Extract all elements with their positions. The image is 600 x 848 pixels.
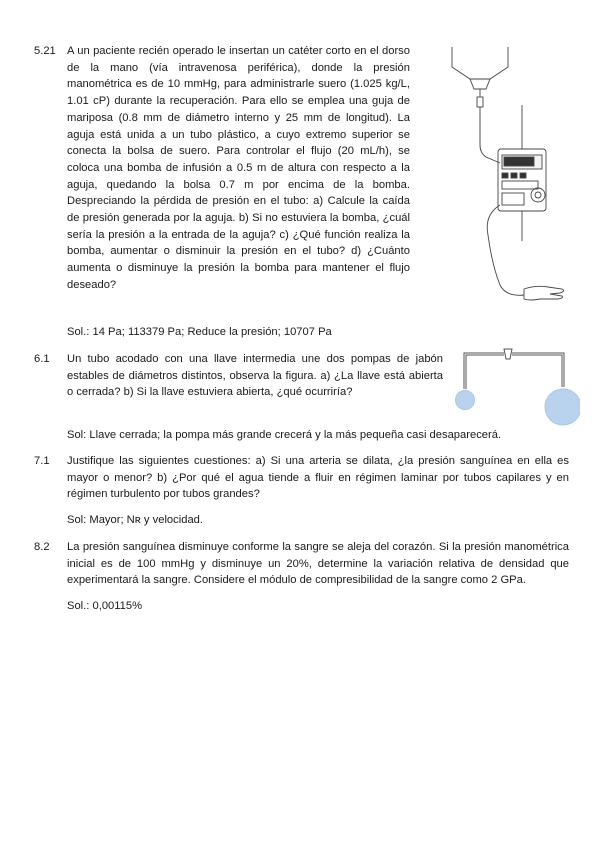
problem-number: 8.2 xyxy=(34,541,50,553)
iv-infusion-pump-figure xyxy=(440,45,570,305)
problem-number: 5.21 xyxy=(34,45,56,57)
problem-solution: Sol: Mayor; Nʀ y velocidad. xyxy=(67,514,204,526)
problem-text: Justifique las siguientes cuestiones: a) Si una arteria se dilata, ¿la presión sanguínea en ella es mayor o menor? b) ¿Por qué el agua tiende a fluir en régimen laminar por tubos capilares y en régimen turbulento por tubos grandes? xyxy=(67,455,569,501)
problem-text: Un tubo acodado con una llave intermedia une dos pompas de jabón estables de diámetros distintos, observa la figura. a) ¿La llave está abierta o cerrada? b) Si la llave estuviera abierta, ¿qué ocurriría? xyxy=(67,353,443,399)
problem-number: 7.1 xyxy=(34,455,50,467)
problem-solution: Sol.: 0,00115% xyxy=(67,600,143,612)
small-bubble xyxy=(456,391,475,410)
problem-solution: Sol: Llave cerrada; la pompa más grande crecerá y la más pequeña casi desaparecerá. xyxy=(67,429,502,441)
problem-text: A un paciente recién operado le insertan un catéter corto en el dorso de la mano (vía intravenosa periférica), donde la presión manométrica es de 10 mmHg, para administrarle suero (1.025 kg/L, 1.01 cP) durante la recuperación. Para ello se emplea una guja de mariposa (0.8 mm de diámetro interno y 25 mm de longitud). La aguja está unida a un tubo plástico, a cuyo extremo superior se conecta la bolsa de suero. Para controlar el flujo (20 mL/h), se coloca una bomba de infusión a 0.5 m de altura con respecto a la aguja, quedando la bolsa 0.7 m por encima de la bomba. Despreciando la pérdida de presión en el tubo: a) Calcule la caída de presión generada por la aguja. b) Si no estuviera la bomba, ¿cuál sería la presión a la entrada de la aguja? c) ¿Qué función realiza la bomba, aumentar o disminuir la presión en el tubo? d) ¿Cuánto aumenta o disminuye la presión la bomba para mantener el flujo deseado? xyxy=(67,45,410,291)
problem-number: 6.1 xyxy=(34,353,50,365)
problem-solution: Sol.: 14 Pa; 113379 Pa; Reduce la presión; 10707 Pa xyxy=(67,326,332,338)
problem-text: La presión sanguínea disminuye conforme la sangre se aleja del corazón. Si la presión manométrica inicial es de 100 mmHg y disminuye un 20%, determine la variación relativa de densidad que experimentará la sangre. Considere el módulo de compresibilidad de la sangre como 2 GPa. xyxy=(67,541,569,587)
soap-bubbles-figure xyxy=(450,347,580,427)
large-bubble xyxy=(545,389,580,425)
